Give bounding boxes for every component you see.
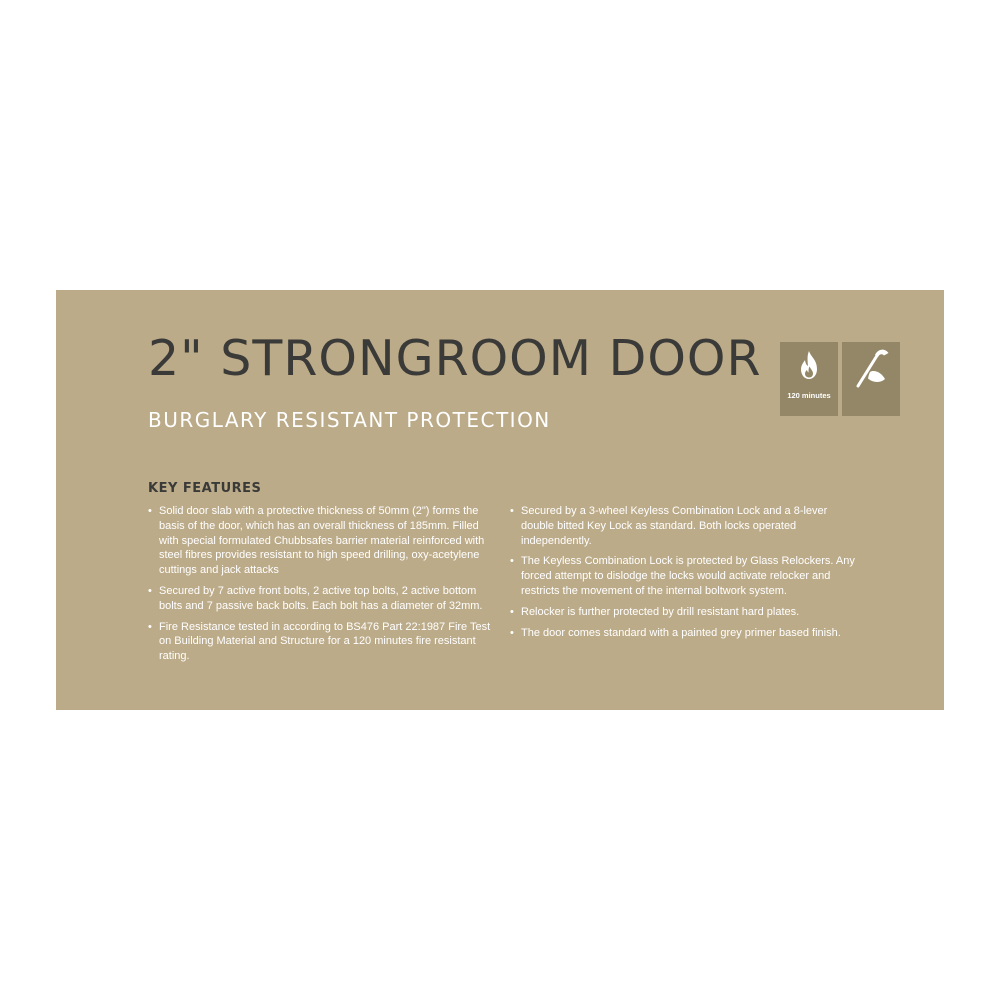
bullet: • (510, 626, 514, 639)
list-item (148, 504, 493, 578)
fire-rating-caption: 120 minutes (787, 391, 831, 400)
feature-text: Relocker is further protected by drill resistant hard plates. (521, 605, 800, 618)
key-features-list-left (148, 504, 493, 670)
product-info-panel (56, 290, 944, 710)
flame-icon (780, 342, 838, 390)
burglary-tool-badge (842, 342, 900, 416)
feature-text: Fire Resistance tested in according to BS476 Part 22:1987 Fire Test on Building Material and Structure for a 120 minutes fire resistant rating. (159, 620, 491, 663)
feature-text: Secured by a 3-wheel Keyless Combination Lock and a 8-lever double bitted Key Lock as standard. Both locks operated independently. (521, 505, 828, 547)
bullet: • (510, 505, 514, 517)
key-features-list-right (510, 504, 855, 646)
bullet: • (510, 555, 514, 568)
axe-icon (842, 342, 900, 416)
list-item (148, 584, 493, 614)
key-features-heading: KEY FEATURES (148, 481, 262, 496)
list-item (510, 504, 855, 548)
bullet: • (148, 620, 152, 633)
list-item (510, 605, 855, 620)
list-item (148, 620, 493, 664)
bullet: • (148, 584, 152, 597)
feature-text: The Keyless Combination Lock is protected by Glass Relockers. Any forced attempt to dislodge the locks would activate relocker and restricts the movement of the internal boltwork system. (521, 555, 855, 597)
feature-text: Secured by 7 active front bolts, 2 active top bolts, 2 active bottom bolts and 7 passive back bolts. Each bolt has a diameter of 32mm. (159, 584, 483, 612)
feature-text: Solid door slab with a protective thickness of 50mm (2") forms the basis of the door, which has an overall thickness of 185mm. Filled with special formulated Chubbsafes barrier material reinforced with steel fibres provides resistant to high speed drilling, oxy-acetylene cuttings and jack attacks (159, 505, 485, 577)
bullet: • (510, 605, 514, 618)
list-item (510, 626, 855, 641)
bullet: • (148, 505, 152, 517)
page-title: 2" STRONGROOM DOOR (148, 330, 762, 387)
page-subtitle: BURGLARY RESISTANT PROTECTION (148, 408, 551, 432)
fire-rating-badge (780, 342, 838, 416)
feature-text: The door comes standard with a painted grey primer based finish. (521, 626, 841, 639)
list-item (510, 554, 855, 598)
